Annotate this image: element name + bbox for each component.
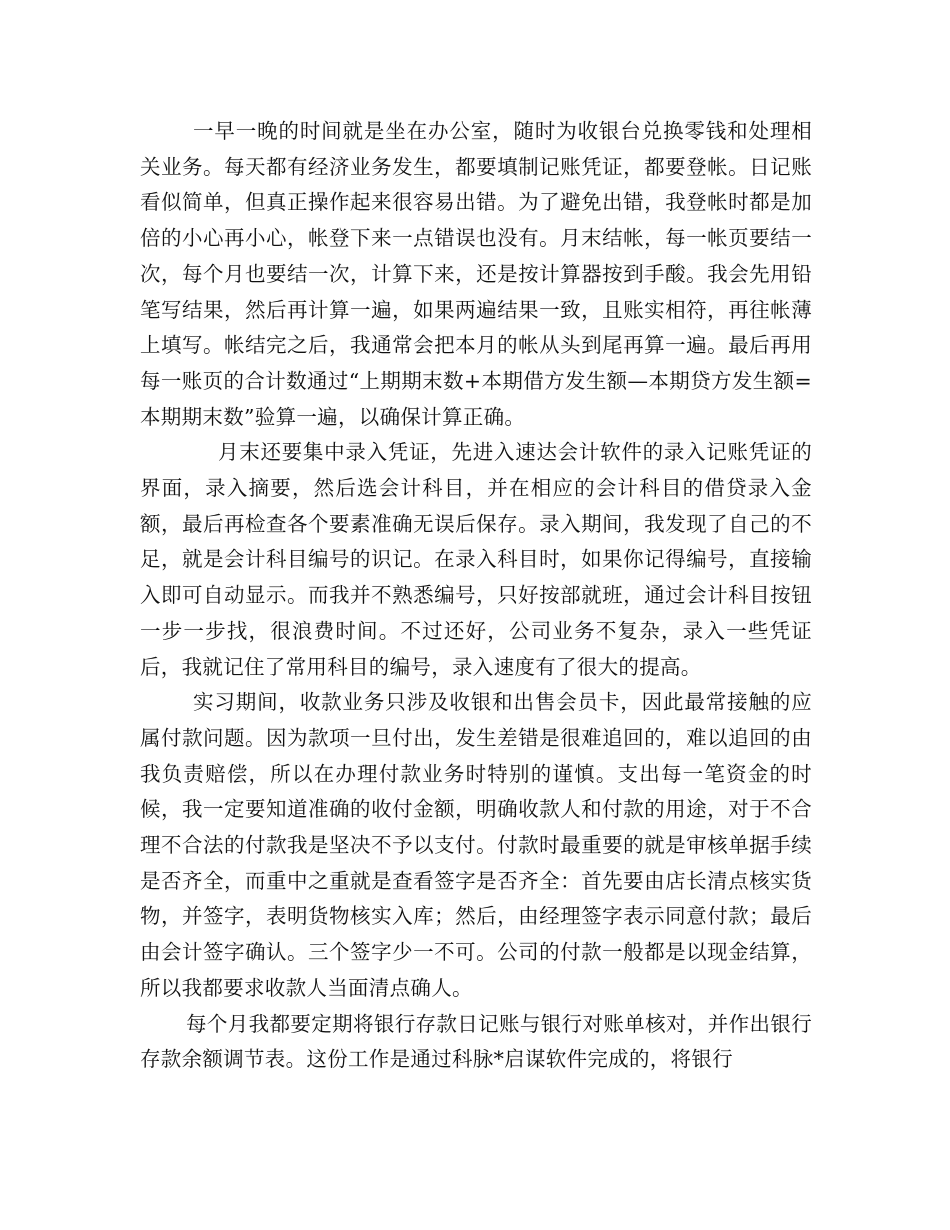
paragraph-daily-bookkeeping: 一早一晚的时间就是坐在办公室，随时为收银台兑换零钱和处理相关业务。每天都有经济业务发生，都要填制记账凭证，都要登帐。日记账看似简单，但真正操作起来很容易出错。为了避免出错，我登帐时都是加倍的小心再小心，帐登下来一点错误也没有。月末结帐，每一帐页要结一次，每个月也要结一次，计算下来，还是按计算器按到手酸。我会先用铅笔写结果，然后再计算一遍，如果两遍结果一致，且账实相符，再往帐薄上填写。帐结完之后，我通常会把本月的帐从头到尾再算一遍。最后再用每一账页的合计数通过“上期期末数+本期借方发生额—本期贷方发生额=本期期末数”验算一遍，以确保计算正确。 bbox=[140, 119, 812, 429]
paragraph-payment-handling: 实习期间，收款业务只涉及收银和出售会员卡，因此最常接触的应属付款问题。因为款项一旦付出，发生差错是很难追回的，难以追回的由我负责赔偿，所以在办理付款业务时特别的谨慎。支出每一笔资金的时候，我一定要知道准确的收付金额，明确收款人和付款的用途，对于不合理不合法的付款我是坚决不予以支付。付款时最重要的就是审核单据手续是否齐全，而重中之重就是查看签字是否齐全：首先要由店长清点核实货物，并签字，表明货物核实入库；然后，由经理签字表示同意付款；最后由会计签字确认。三个签字少一不可。公司的付款一般都是以现金结算，所以我都要求收款人当面清点确人。 bbox=[140, 690, 812, 1000]
paragraph-voucher-entry: 月末还要集中录入凭证，先进入速达会计软件的录入记账凭证的界面，录入摘要，然后选会计科目，并在相应的会计科目的借贷录入金额，最后再检查各个要素准确无误后保存。录入期间，我发现了自己的不足，就是会计科目编号的识记。在录入科目时，如果你记得编号，直接输入即可自动显示。而我并不熟悉编号，只好按部就班，通过会计科目按钮一步一步找，很浪费时间。不过还好，公司业务不复杂，录入一些凭证后，我就记住了常用科目的编号，录入速度有了很大的提高。 bbox=[140, 440, 812, 679]
paragraph-bank-reconciliation: 每个月我都要定期将银行存款日记账与银行对账单核对，并作出银行存款余额调节表。这份工作是通过科脉*启谋软件完成的，将银行 bbox=[140, 1011, 812, 1072]
document-body bbox=[140, 114, 812, 1078]
